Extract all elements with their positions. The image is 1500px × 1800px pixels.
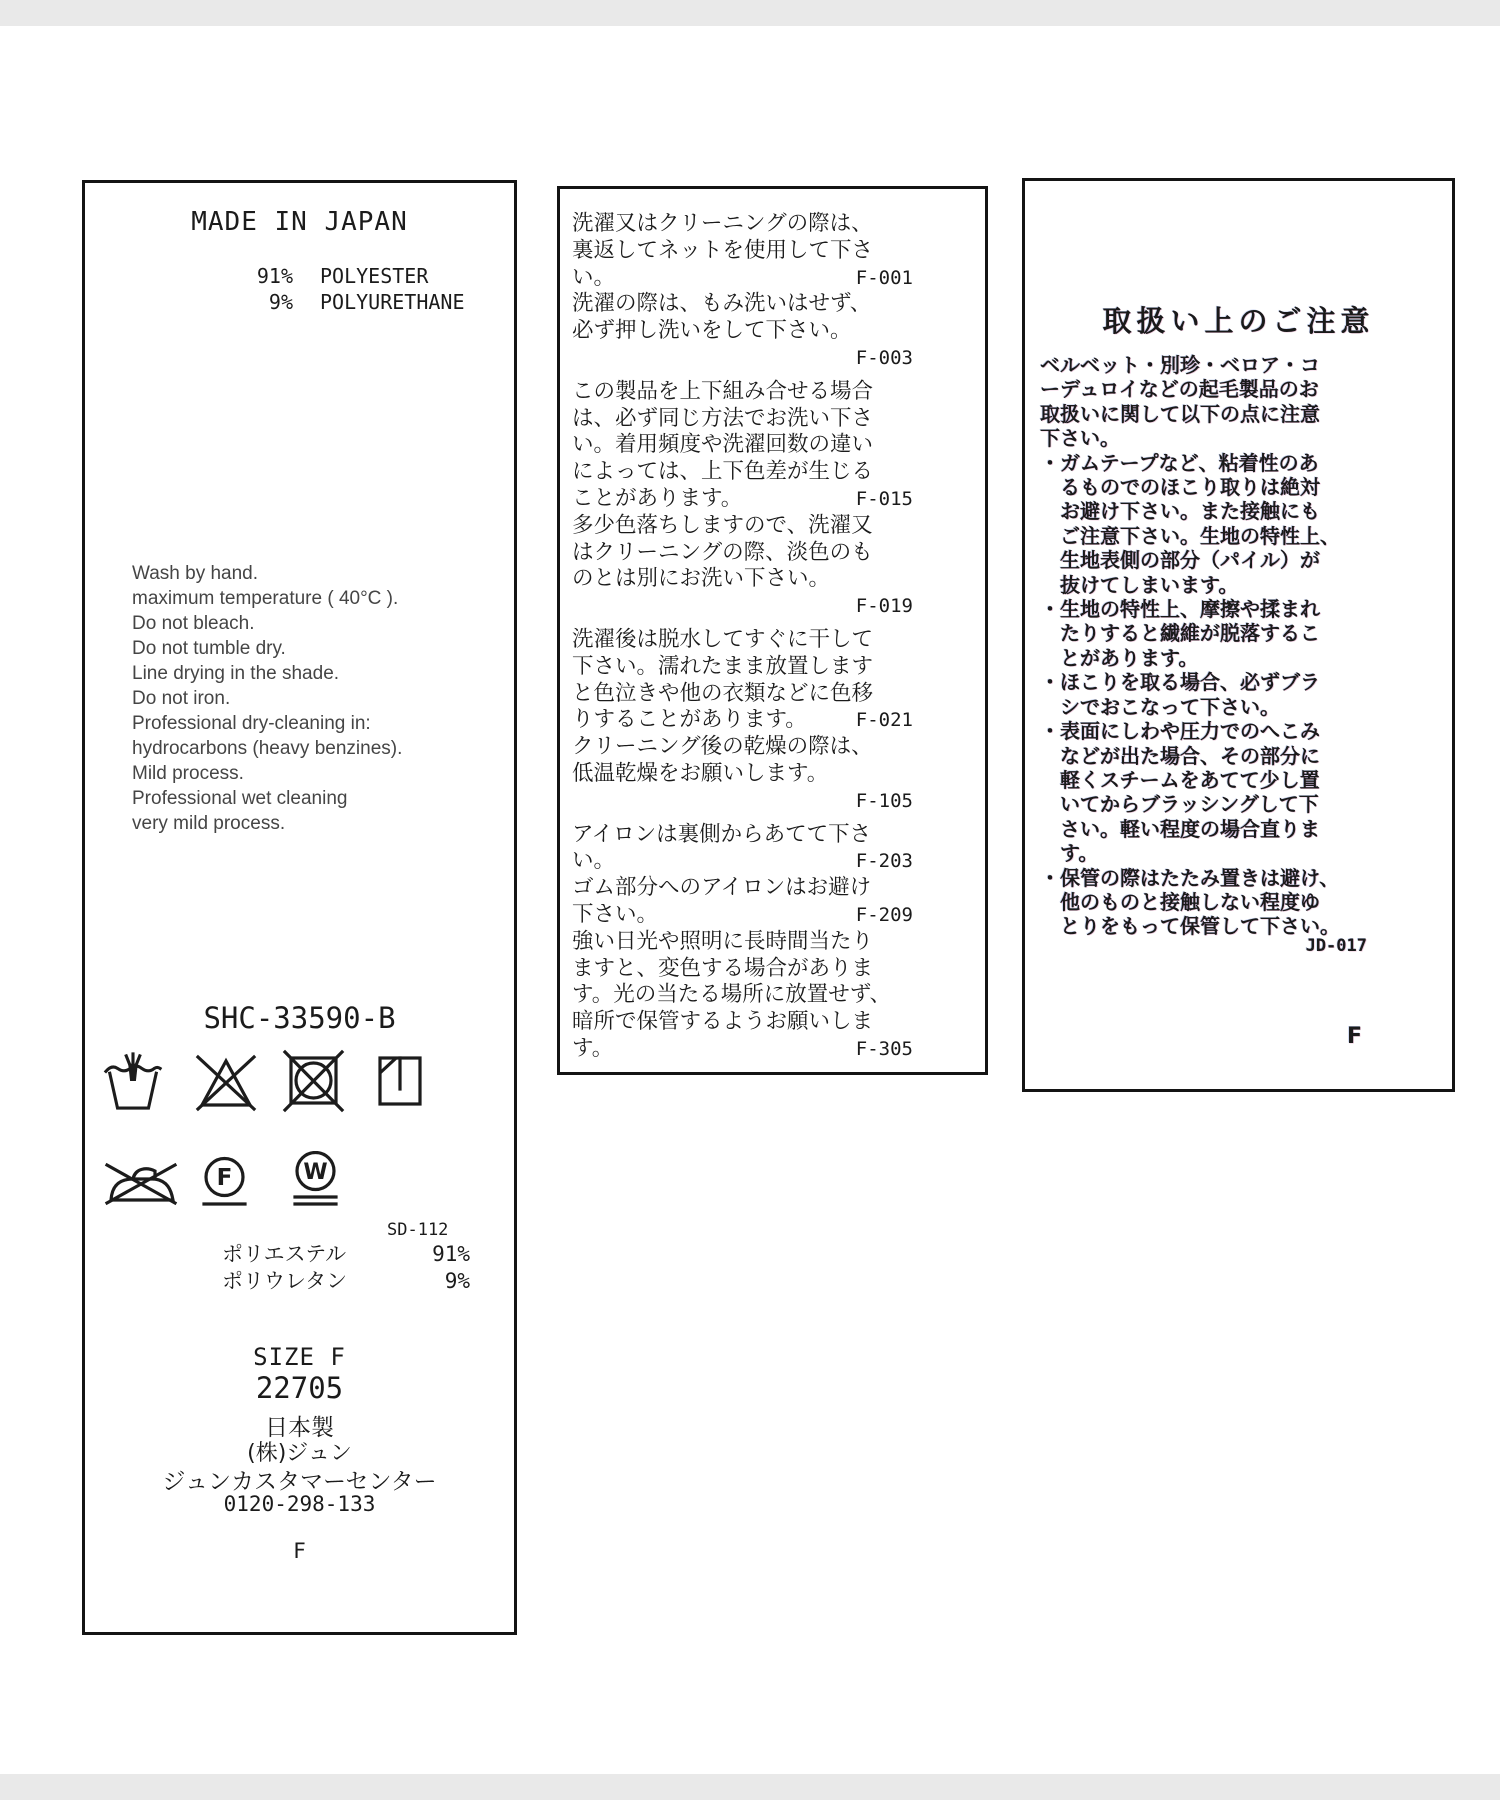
care-instruction-line: Mild process. <box>132 763 244 784</box>
dry-clean-F-mild-icon <box>197 1156 252 1212</box>
washing-instruction-text: 低温乾燥をお願いします。 <box>572 760 829 786</box>
main-care-label-panel <box>82 180 517 1635</box>
washing-instruction-line <box>572 788 913 815</box>
washing-instruction-line <box>572 486 913 513</box>
washing-instruction-line <box>572 707 913 734</box>
do-not-tumble-dry-icon <box>282 1049 345 1117</box>
composition-jp-percent: 91% <box>432 1242 470 1266</box>
handling-note-line: などが出た場合、その部分に <box>1040 743 1320 768</box>
washing-instruction-text: 強い日光や照明に長時間当たり <box>572 928 874 954</box>
washing-instruction-text: は、必ず同じ方法でお洗い下さ <box>572 405 874 431</box>
washing-instruction-line <box>572 761 913 788</box>
washing-instruction-line <box>572 956 913 983</box>
care-instruction-line: very mild process. <box>132 813 286 834</box>
washing-instruction-text: 下さい。濡れたまま放置します <box>572 653 874 679</box>
handling-note-line: ベルベット・別珍・ベロア・コ <box>1040 353 1320 377</box>
washing-instruction-text: ことがあります。 <box>572 485 743 511</box>
care-instruction-line: Professional wet cleaning <box>132 788 348 809</box>
washing-instruction-line <box>572 406 913 433</box>
washing-instruction-line <box>572 1036 913 1063</box>
hand-wash-icon <box>103 1049 163 1117</box>
composition-en-fiber: POLYESTER <box>320 264 429 288</box>
care-instructions-english <box>132 561 402 836</box>
washing-instruction-line <box>572 459 913 486</box>
washing-instruction-line <box>572 211 913 238</box>
handling-notes-panel <box>1022 178 1455 1092</box>
country-of-origin: 日本製 <box>265 1415 334 1441</box>
washing-instruction-text: 裏返してネットを使用して下さ <box>572 237 874 263</box>
scan-edge-bar-bottom <box>0 1774 1500 1800</box>
care-instruction-line: Do not bleach. <box>132 613 255 634</box>
handling-note-line: ・ガムテープなど、粘着性のあ <box>1040 450 1319 475</box>
composition-en-percent: 9% <box>268 290 293 314</box>
do-not-bleach-icon <box>192 1049 260 1117</box>
washing-instruction-text: りすることがあります。 <box>572 707 807 733</box>
washing-instruction-line <box>572 540 913 567</box>
handling-notes-text <box>1040 353 1442 939</box>
washing-instruction-line <box>572 929 913 956</box>
composition-jp-percent: 9% <box>444 1269 470 1293</box>
composition-japanese-list <box>222 1241 470 1295</box>
svg-text:W: W <box>303 1160 328 1185</box>
item-number: 22705 <box>255 1371 344 1405</box>
composition-jp-fiber: ポリエステル <box>222 1242 347 1266</box>
handling-note-line: いてからブラッシングして下 <box>1040 792 1319 817</box>
handling-note-line: ・ほこりを取る場合、必ずブラ <box>1040 670 1320 695</box>
handling-note-line: るものでのほこり取りは絶対 <box>1040 475 1320 500</box>
washing-instruction-line <box>572 902 913 929</box>
care-instruction-line: Do not iron. <box>132 688 231 709</box>
washing-instruction-text: い。 <box>572 848 616 874</box>
handling-note-line: ・表面にしわや圧力でのへこみ <box>1040 719 1320 744</box>
washing-instruction-text: と色泣きや他の衣類などに色移 <box>572 680 874 706</box>
washing-instruction-text: い。 <box>572 264 616 290</box>
washing-instruction-text: 洗濯又はクリーニングの際は、 <box>572 211 873 236</box>
size-mark: F <box>1346 1024 1362 1049</box>
washing-instruction-line <box>572 238 913 265</box>
handling-note-line: ・生地の特性上、摩擦や揉まれ <box>1040 597 1320 622</box>
washing-instructions-panel <box>557 186 988 1075</box>
washing-instruction-text: 洗濯後は脱水してすぐに干して <box>572 626 874 652</box>
handling-note-line: 生地表側の部分（パイル）が <box>1040 548 1320 573</box>
washing-instruction-line <box>572 627 913 654</box>
handling-note-line: お避け下さい。また接触にも <box>1040 499 1320 524</box>
customer-center-name: ジュンカスタマーセンター <box>162 1469 437 1495</box>
handling-note-line: とりをもって保管して下さい。 <box>1040 914 1340 939</box>
size-label: SIZE F <box>253 1343 346 1371</box>
instruction-code: F-203 <box>855 850 913 873</box>
composition-jp-row <box>222 1268 470 1295</box>
washing-instruction-line <box>572 681 913 708</box>
svg-text:F: F <box>216 1165 233 1191</box>
washing-instruction-text: す。光の当たる場所に放置せず、 <box>572 982 892 1008</box>
quality-code: SD-112 <box>387 1220 449 1240</box>
washing-instruction-line <box>572 982 913 1009</box>
composition-jp-row <box>222 1241 470 1268</box>
customer-center-phone: 0120-298-133 <box>223 1492 376 1516</box>
washing-instruction-line <box>572 734 913 761</box>
product-code: SHC-33590-B <box>203 1001 396 1035</box>
care-instruction-line: hydrocarbons (heavy benzines). <box>132 738 403 759</box>
washing-instruction-line <box>572 822 913 849</box>
composition-en-fiber: POLYURETHANE <box>320 290 465 314</box>
made-in-label: MADE IN JAPAN <box>191 207 408 237</box>
care-instruction-line: Do not tumble dry. <box>132 638 286 659</box>
care-instruction-line: Line drying in the shade. <box>132 663 340 684</box>
washing-instruction-line <box>572 345 913 372</box>
handling-note-line: 取扱いに関して以下の点に注意 <box>1040 401 1320 426</box>
washing-instruction-text: 洗濯の際は、もみ洗いはせず、 <box>572 291 872 317</box>
care-symbols-row-1 <box>103 1049 428 1117</box>
composition-jp-fiber: ポリウレタン <box>222 1269 348 1293</box>
washing-instruction-line <box>572 566 913 593</box>
washing-instruction-line <box>572 848 913 875</box>
washing-instruction-text: 下さい。 <box>572 901 659 927</box>
composition-en-percent: 91% <box>256 264 293 288</box>
washing-instruction-text: 暗所で保管するようお願いしま <box>572 1009 874 1035</box>
washing-instruction-text: クリーニング後の乾燥の際は、 <box>572 734 873 760</box>
care-instruction-line: maximum temperature ( 40°C ). <box>132 588 399 609</box>
washing-instruction-text: ゴム部分へのアイロンはお避け <box>572 875 872 901</box>
washing-instruction-text: のとは別にお洗い下さい。 <box>572 566 831 592</box>
wet-clean-W-very-mild-icon <box>288 1151 343 1212</box>
washing-instruction-line <box>572 291 913 318</box>
washing-instruction-line <box>572 432 913 459</box>
washing-instruction-text: この製品を上下組み合せる場合 <box>572 378 874 404</box>
handling-note-line: す。 <box>1040 841 1099 866</box>
composition-english-list <box>85 263 514 315</box>
handling-note-line: 軽くスチームをあてて少し置 <box>1040 767 1320 792</box>
washing-instruction-line <box>572 513 913 540</box>
line-dry-in-shade-icon <box>372 1049 428 1117</box>
washing-instruction-line <box>572 593 913 620</box>
instruction-code: F-019 <box>855 595 913 618</box>
size-mark: F <box>293 1539 306 1563</box>
washing-instruction-text: 多少色落ちしますので、洗濯又 <box>572 512 873 538</box>
composition-en-row <box>85 263 514 289</box>
handling-note-line: さい。軽い程度の場合直りま <box>1040 816 1320 841</box>
handling-note-line: シでおこなって下さい。 <box>1040 694 1280 719</box>
handling-note-line: 下さい。 <box>1040 426 1120 451</box>
washing-instructions-text <box>572 211 913 1063</box>
composition-en-row <box>85 289 514 315</box>
document-code: JD-017 <box>1305 936 1367 956</box>
washing-instruction-line <box>572 654 913 681</box>
instruction-code: F-305 <box>855 1037 913 1060</box>
scan-edge-bar-top <box>0 0 1500 26</box>
handling-note-line: たりすると繊維が脱落するこ <box>1040 621 1320 646</box>
do-not-iron-icon <box>103 1158 178 1212</box>
instruction-code: F-001 <box>855 266 913 289</box>
handling-note-line: ご注意下さい。生地の特性上、 <box>1040 523 1340 548</box>
instruction-code: F-003 <box>855 346 913 369</box>
instruction-code: F-021 <box>855 709 913 732</box>
handling-notes-title: 取扱い上のご注意 <box>1102 304 1375 338</box>
care-instruction-line: Wash by hand. <box>132 563 259 584</box>
washing-instruction-line <box>572 265 913 292</box>
care-symbols-row-2 <box>103 1151 343 1212</box>
handling-note-line: 抜けてしまいます。 <box>1040 572 1239 597</box>
company-name: (株)ジュン <box>247 1441 352 1466</box>
instruction-code: F-015 <box>855 487 913 510</box>
washing-instruction-text: す。 <box>572 1035 614 1061</box>
washing-instruction-text: はクリーニングの際、淡色のも <box>572 539 873 565</box>
washing-instruction-line <box>572 318 913 345</box>
washing-instruction-text: によっては、上下色差が生じる <box>572 459 874 485</box>
washing-instruction-text: ますと、変色する場合がありま <box>572 955 874 981</box>
instruction-code: F-105 <box>855 789 913 812</box>
washing-instruction-text: い。着用頻度や洗濯回数の違い <box>572 432 874 458</box>
handling-note-line: ・保管の際はたたみ置きは避け、 <box>1040 865 1340 890</box>
instruction-code: F-209 <box>855 903 913 926</box>
care-instruction-line: Professional dry-cleaning in: <box>132 713 371 734</box>
washing-instruction-text: アイロンは裏側からあてて下さ <box>572 821 872 847</box>
washing-instruction-text: 必ず押し洗いをして下さい。 <box>572 318 852 344</box>
washing-instruction-line <box>572 1009 913 1036</box>
handling-note-line: とがあります。 <box>1040 645 1199 670</box>
handling-note-line: 他のものと接触しない程度ゆ <box>1040 889 1320 914</box>
washing-instruction-line <box>572 379 913 406</box>
handling-note-line: ーデュロイなどの起毛製品のお <box>1040 377 1319 402</box>
washing-instruction-line <box>572 875 913 902</box>
